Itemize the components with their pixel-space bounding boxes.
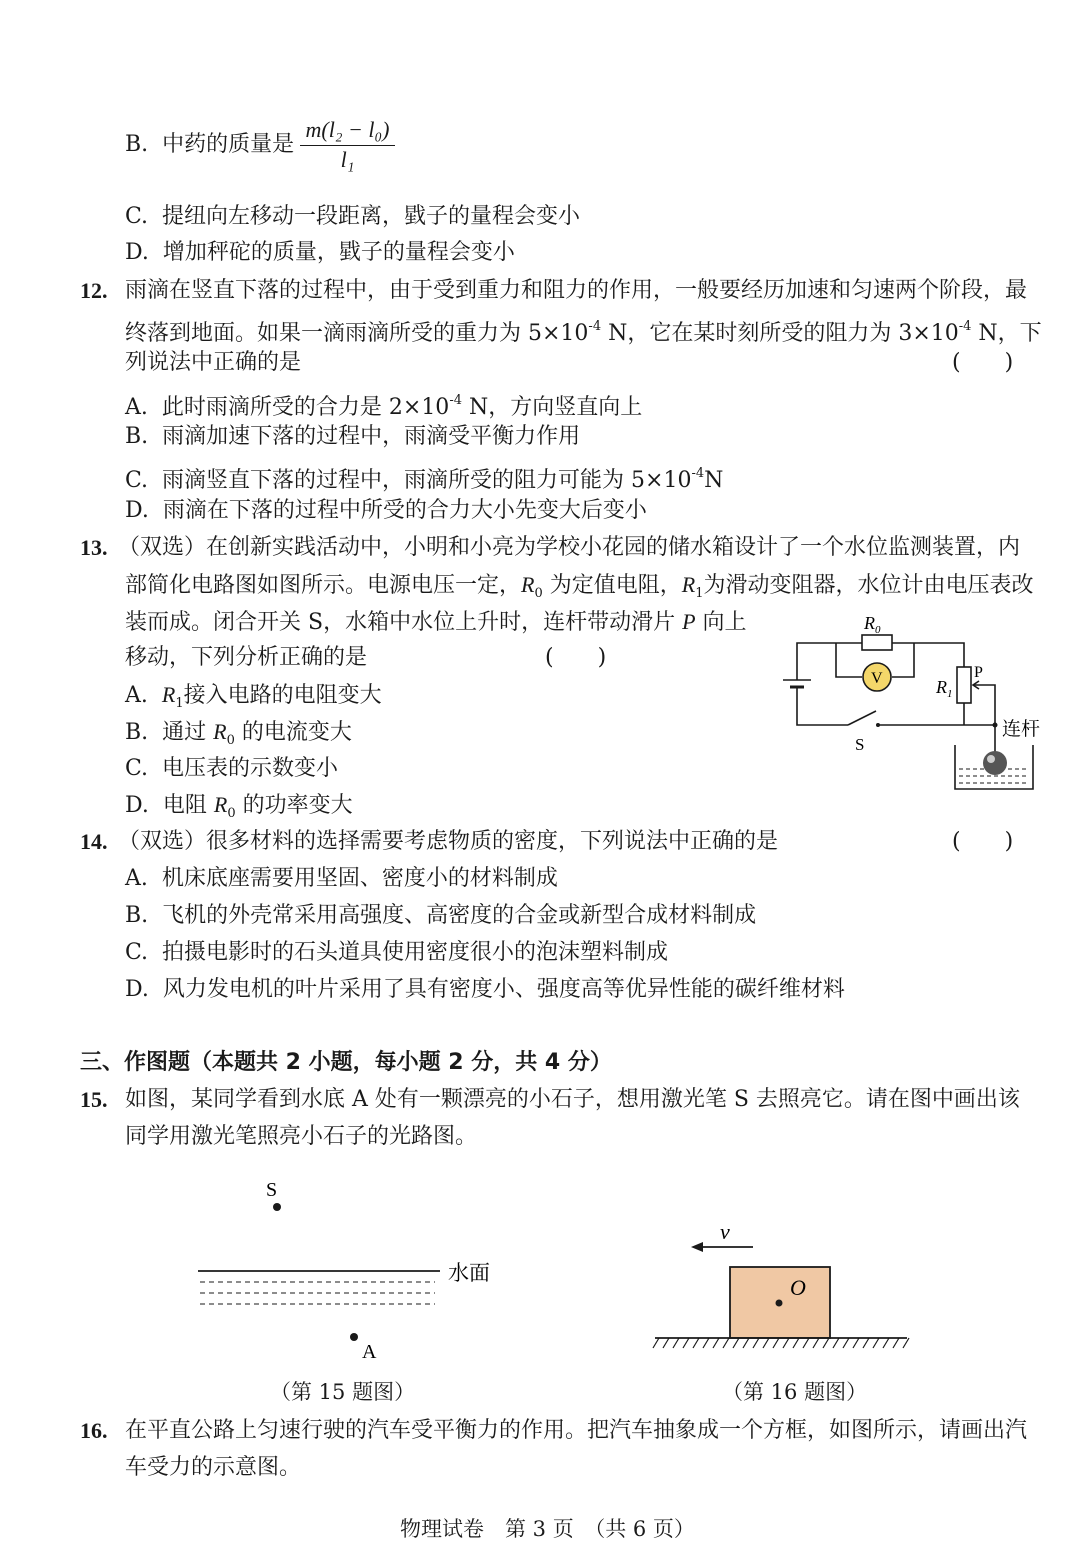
q13-option-c: C. 电压表的示数变小 bbox=[125, 756, 339, 781]
switch-blade bbox=[848, 711, 876, 725]
q15-number: 15. bbox=[80, 1087, 108, 1112]
page-footer: 物理试卷 第 3 页 （共 6 页） bbox=[400, 1517, 695, 1541]
label-r0: $R_0$ bbox=[864, 613, 881, 636]
float-ball-highlight bbox=[987, 755, 995, 763]
wire-voltmeter bbox=[836, 643, 862, 677]
q16-stem-line1: 在平直公路上匀速行驶的汽车受平衡力的作用。把汽车抽象成一个方框，如图所示，请画出汽 bbox=[125, 1418, 1028, 1443]
q14-answer-bracket: ( ) bbox=[952, 829, 1014, 854]
wire-voltmeter-right bbox=[892, 643, 914, 677]
q16-number: 16. bbox=[80, 1418, 108, 1443]
q13-stem-line1: （双选）在创新实践活动中，小明和小亮为学校小花园的储水箱设计了一个水位监测装置，内 bbox=[118, 535, 1021, 560]
wire-left bbox=[797, 687, 848, 725]
q12-option-d: D. 雨滴在下落的过程中所受的合力大小先变大后变小 bbox=[125, 498, 647, 523]
label-s: S bbox=[266, 1179, 278, 1201]
q15-caption: （第 15 题图） bbox=[270, 1380, 416, 1404]
wire-top-right bbox=[892, 643, 964, 667]
q14-option-c: C. 拍摄电影时的石头道具使用密度很小的泡沫塑料制成 bbox=[125, 940, 669, 965]
fraction-bar bbox=[300, 145, 395, 146]
q12-number: 12. bbox=[80, 278, 108, 303]
rod-junction bbox=[993, 723, 998, 728]
label-water-surface: 水面 bbox=[448, 1261, 490, 1285]
label-v: V bbox=[871, 670, 883, 687]
q12-option-a: A. 此时雨滴所受的合力是 $2\times 10^{-4}$ N，方向竖直向上 bbox=[125, 393, 643, 420]
label-a: A bbox=[362, 1341, 377, 1363]
ground-hatching bbox=[653, 1338, 909, 1348]
q13-number: 13. bbox=[80, 535, 108, 560]
laser-point-s bbox=[273, 1203, 281, 1211]
q14-stem: （双选）很多材料的选择需要考虑物质的密度，下列说法中正确的是 bbox=[118, 829, 779, 854]
resistor-r1 bbox=[957, 667, 971, 703]
q14-number: 14. bbox=[80, 829, 108, 854]
q13-option-d: D. 电阻 $R_0$ 的功率变大 bbox=[125, 792, 353, 821]
label-p: P bbox=[974, 664, 983, 681]
label-r1: $R_1$ bbox=[936, 677, 953, 700]
label-rod: 连杆 bbox=[1002, 719, 1041, 740]
label-o: O bbox=[790, 1275, 806, 1300]
velocity-arrow-head bbox=[691, 1242, 703, 1252]
q14-option-d: D. 风力发电机的叶片采用了具有密度小、强度高等优异性能的碳纤维材料 bbox=[125, 977, 845, 1002]
q13-stem-line3: 装而成。闭合开关 S，水箱中水位上升时，连杆带动滑片 P 向上 bbox=[125, 609, 747, 635]
q16-caption: （第 16 题图） bbox=[722, 1380, 868, 1404]
section-3-title: 三、作图题（本题共 2 小题，每小题 2 分，共 4 分） bbox=[80, 1050, 612, 1075]
q13-answer-bracket: ( ) bbox=[545, 645, 607, 670]
q12-option-c: C. 雨滴竖直下落的过程中，雨滴所受的阻力可能为 $5\times 10^{-4}N$ bbox=[125, 466, 724, 493]
q12-answer-bracket: ( ) bbox=[952, 350, 1014, 375]
q12-stem-line3: 列说法中正确的是 bbox=[125, 350, 302, 375]
fraction-denominator: l₁ bbox=[340, 147, 355, 172]
stone-point-a bbox=[350, 1333, 358, 1341]
q16-figure bbox=[645, 1215, 915, 1355]
q16-stem-line2: 车受力的示意图。 bbox=[125, 1455, 302, 1480]
q11-option-d: D. 增加秤砣的质量，戥子的量程会变小 bbox=[125, 240, 515, 265]
label-s: S bbox=[855, 735, 865, 754]
q13-circuit-diagram bbox=[770, 605, 1070, 800]
q13-stem-line2: 部简化电路图如图所示。电源电压一定，$R_0$ 为定值电阻，$R_1$为滑动变阻器，水位计由电压表改 bbox=[125, 572, 1034, 601]
fraction-numerator: m(l₂ − l₀) bbox=[305, 117, 390, 142]
q15-figure bbox=[190, 1170, 510, 1365]
q14-option-b: B. 飞机的外壳常采用高强度、高密度的合金或新型合成材料制成 bbox=[125, 903, 757, 928]
float-ball bbox=[983, 751, 1007, 775]
q13-option-b: B. 通过 $R_0$ 的电流变大 bbox=[125, 719, 352, 748]
q12-option-b: B. 雨滴加速下落的过程中，雨滴受平衡力作用 bbox=[125, 424, 581, 449]
slider-p-arm bbox=[974, 685, 995, 725]
q11-fraction bbox=[300, 116, 395, 173]
label-v: v bbox=[720, 1219, 730, 1244]
q12-stem-line2: 终落到地面。如果一滴雨滴所受的重力为 $5\times 10^{-4}$ N，它在某时刻所受的阻力为 $3\times 10^{-4}$ N，下 bbox=[125, 319, 1042, 346]
q13-stem-line4: 移动，下列分析正确的是 bbox=[125, 645, 368, 670]
switch-pivot bbox=[876, 723, 880, 727]
q12-stem-line1: 雨滴在竖直下落的过程中，由于受到重力和阻力的作用，一般要经历加速和匀速两个阶段，最 bbox=[125, 278, 1028, 303]
q11-option-b: B. 中药的质量是 bbox=[125, 132, 295, 157]
resistor-r0 bbox=[862, 635, 892, 650]
center-point-o bbox=[776, 1300, 783, 1307]
wire-top bbox=[797, 643, 862, 680]
q14-option-a: A. 机床底座需要用坚固、密度小的材料制成 bbox=[125, 866, 558, 891]
q13-option-a: A. $R_1$接入电路的电阻变大 bbox=[125, 682, 382, 711]
q15-stem-line2: 同学用激光笔照亮小石子的光路图。 bbox=[125, 1124, 478, 1149]
q11-option-c: C. 提纽向左移动一段距离，戥子的量程会变小 bbox=[125, 204, 581, 229]
q15-stem-line1: 如图，某同学看到水底 A 处有一颗漂亮的小石子，想用激光笔 S 去照亮它。请在图中画出该 bbox=[125, 1087, 1020, 1112]
